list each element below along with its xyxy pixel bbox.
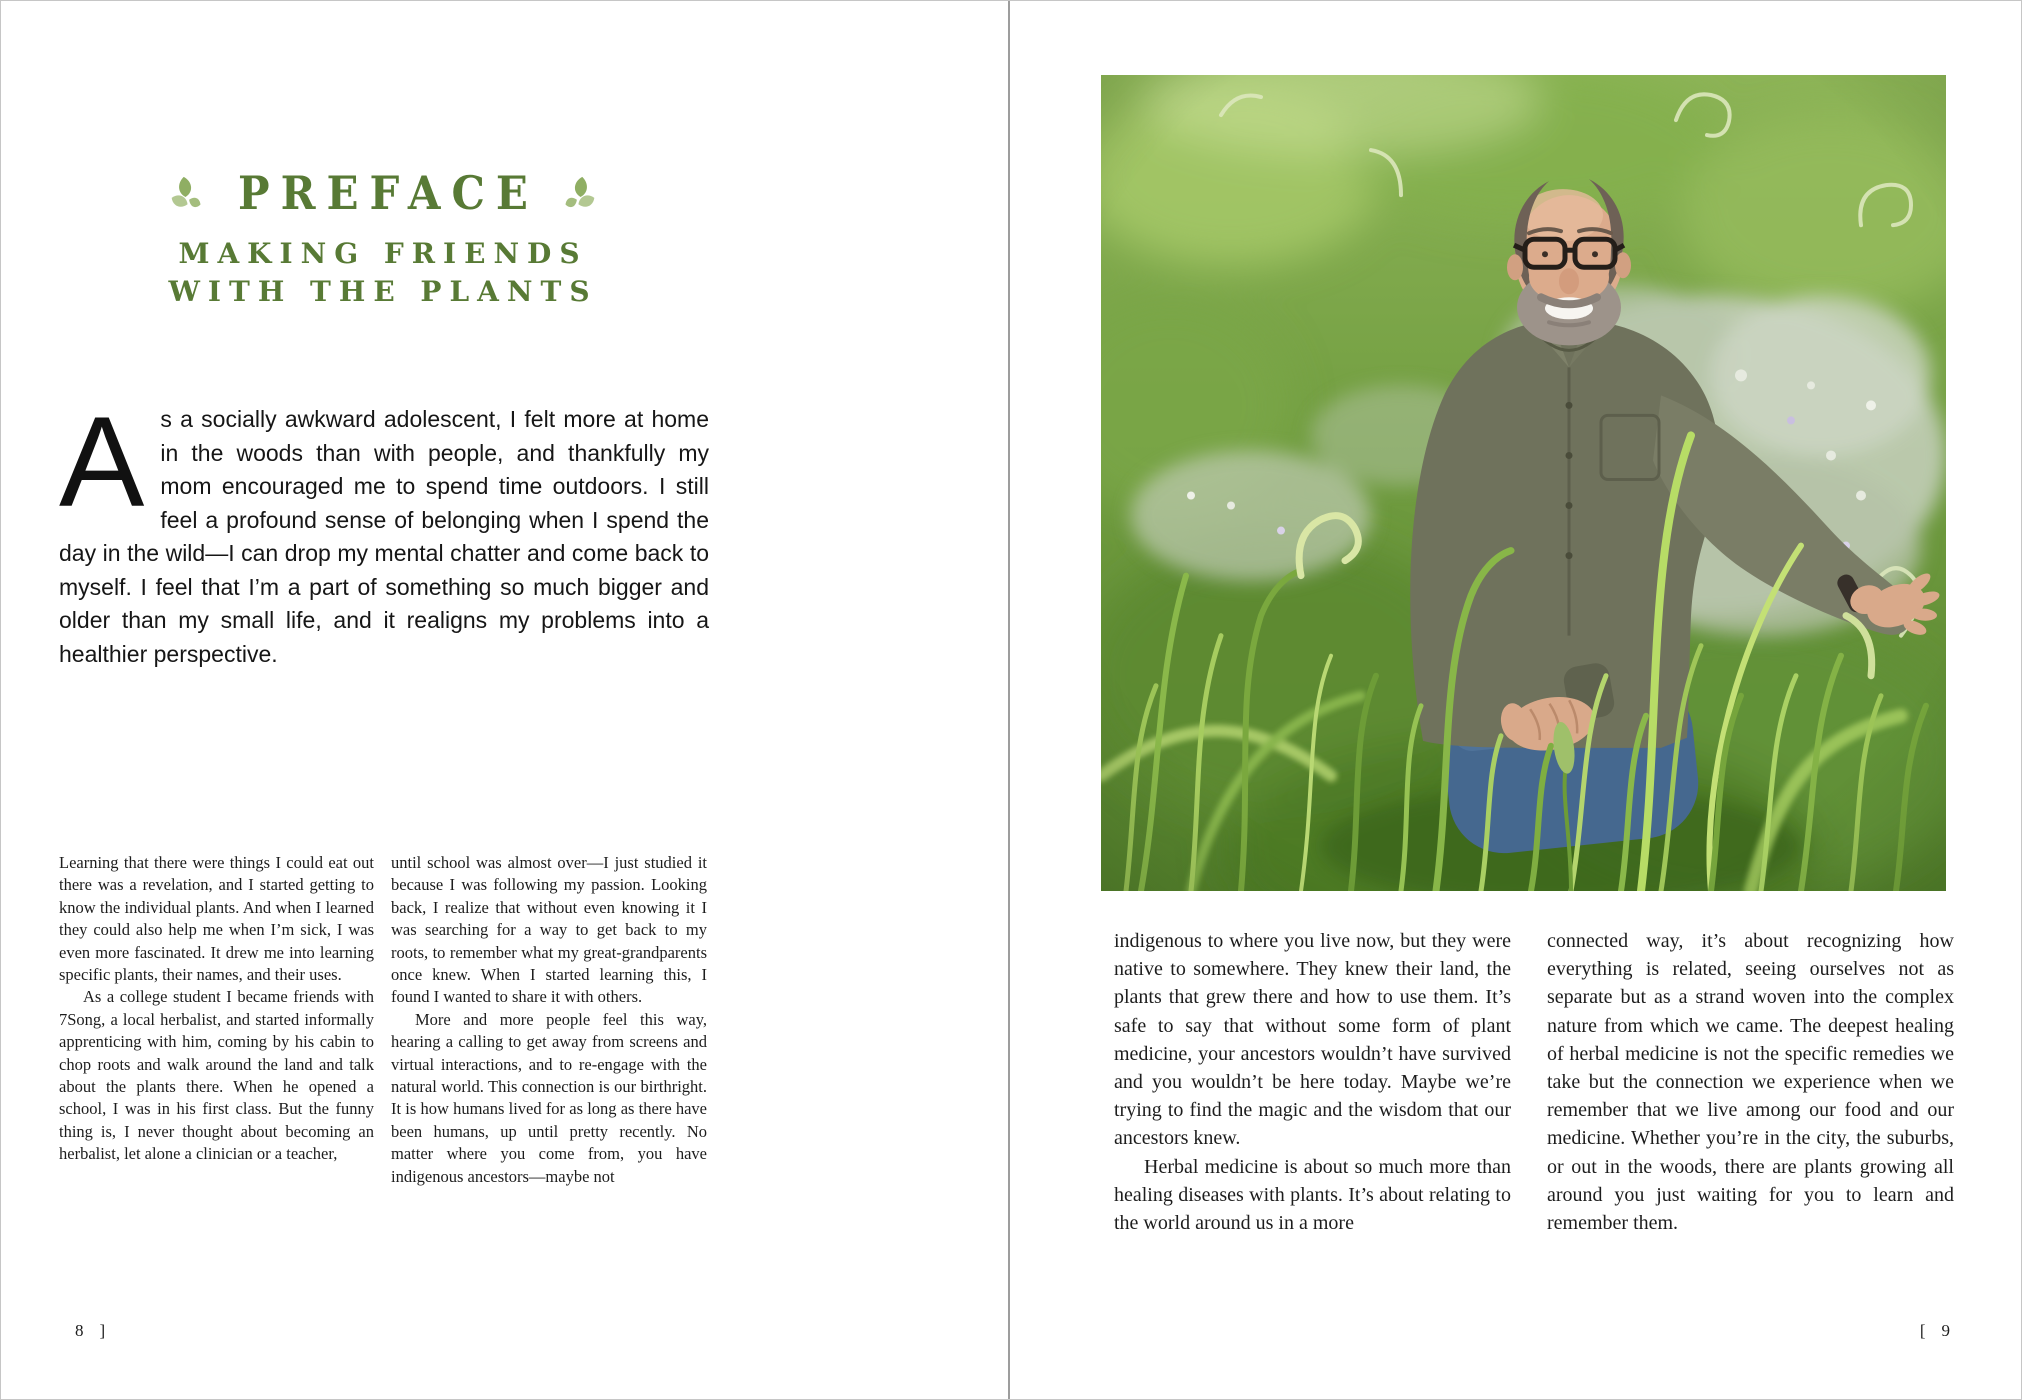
folio-bracket: [ — [1919, 1321, 1927, 1340]
folio-bracket: ] — [99, 1321, 107, 1340]
leaf-ornament-icon — [562, 171, 601, 215]
page-number-left — [75, 1321, 106, 1341]
page-right — [1011, 1, 2022, 1399]
paragraph: More and more people feel this way, hearing a calling to get away from screens and virtual interactions, and to re-engage with the natural world. This connection is our birthright. It is how humans lived for as long as there have been humans, up until pretty recently. No matter where you come from, you have indigenous ancestors—maybe not — [391, 1009, 707, 1186]
paragraph: Herbal medicine is about so much more than healing diseases with plants. It’s about relating to the world around us in a more — [1114, 1155, 1511, 1235]
chapter-title-block — [59, 169, 707, 218]
intro-paragraph — [59, 391, 709, 671]
paragraph: connected way, it’s about recognizing how everything is related, seeing ourselves not as separate but as a strand woven into the complex nature from which we came. The deepest healing of herbal medicine is not the specific remedies we take but the connection we experience when we remember that we live among our food and our medicine. Whether you’re in the city, the suburbs, or out in the woods, there are plants growing all around you just waiting for you to learn and remember them. — [1547, 930, 1954, 1235]
right-page-column-1 — [1114, 927, 1511, 1237]
right-page-column-2 — [1547, 927, 1954, 1237]
author-photo — [1101, 75, 1946, 891]
left-page-column-1 — [59, 852, 374, 1166]
drop-cap: A — [59, 391, 145, 534]
folio-number: 8 — [75, 1321, 85, 1340]
page-title: PREFACE — [238, 167, 539, 220]
author-photo-illustration — [1101, 75, 1946, 891]
paragraph: indigenous to where you live now, but they were native to somewhere. They knew their land, the plants that grew there and how to use them. It’s safe to say that without some form of plant medicine, your ancestors wouldn’t have survived and you wouldn’t be here today. Maybe we’re trying to find the magic and the wisdom that our ancestors knew. — [1114, 930, 1511, 1150]
leaf-ornament-icon — [164, 171, 203, 215]
photo-vignette — [1101, 75, 1946, 891]
page-number-right — [1920, 1321, 1951, 1341]
paragraph: As a college student I became friends with 7Song, a local herbalist, and started informally apprenticing with him, coming by his cabin to chop roots and walk around the land and talk about the plants there. When he opened a school, I was in his first class. But the funny thing is, I never thought about becoming an herbalist, let alone a clinician or a teacher, — [59, 987, 374, 1164]
left-page-column-2 — [391, 852, 707, 1188]
page-gutter-divider — [1008, 1, 1010, 1399]
folio-number: 9 — [1941, 1321, 1951, 1340]
paragraph: Learning that there were things I could eat out there was a revelation, and I started getting to know the individual plants. And when I learned they could also help me when I’m sick, I was even more fascinated. It drew me into learning specific plants, their names, and their uses. — [59, 853, 374, 985]
page-left — [1, 1, 1009, 1399]
subtitle-line-1: MAKING FRIENDS — [178, 237, 588, 270]
subtitle-line-2: WITH THE PLANTS — [168, 275, 598, 308]
chapter-subtitle — [59, 235, 707, 311]
intro-text: s a socially awkward adolescent, I felt more at home in the woods than with people, and thankfully my mom encouraged me to spend time outdoors. I still feel a profound sense of belonging when I spend the day in the wild—I can drop my mental chatter and come back to myself. I feel that I’m a part of something so much bigger and older than my small life, and it realigns my problems into a healthier perspective. — [59, 406, 709, 667]
paragraph: until school was almost over—I just studied it because I was following my passion. Looking back, I realize that without even knowing it I was searching for a way to get back to my roots, to remember what my great-grandparents once knew. When I started learning this, I found I wanted to share it with others. — [391, 853, 707, 1007]
